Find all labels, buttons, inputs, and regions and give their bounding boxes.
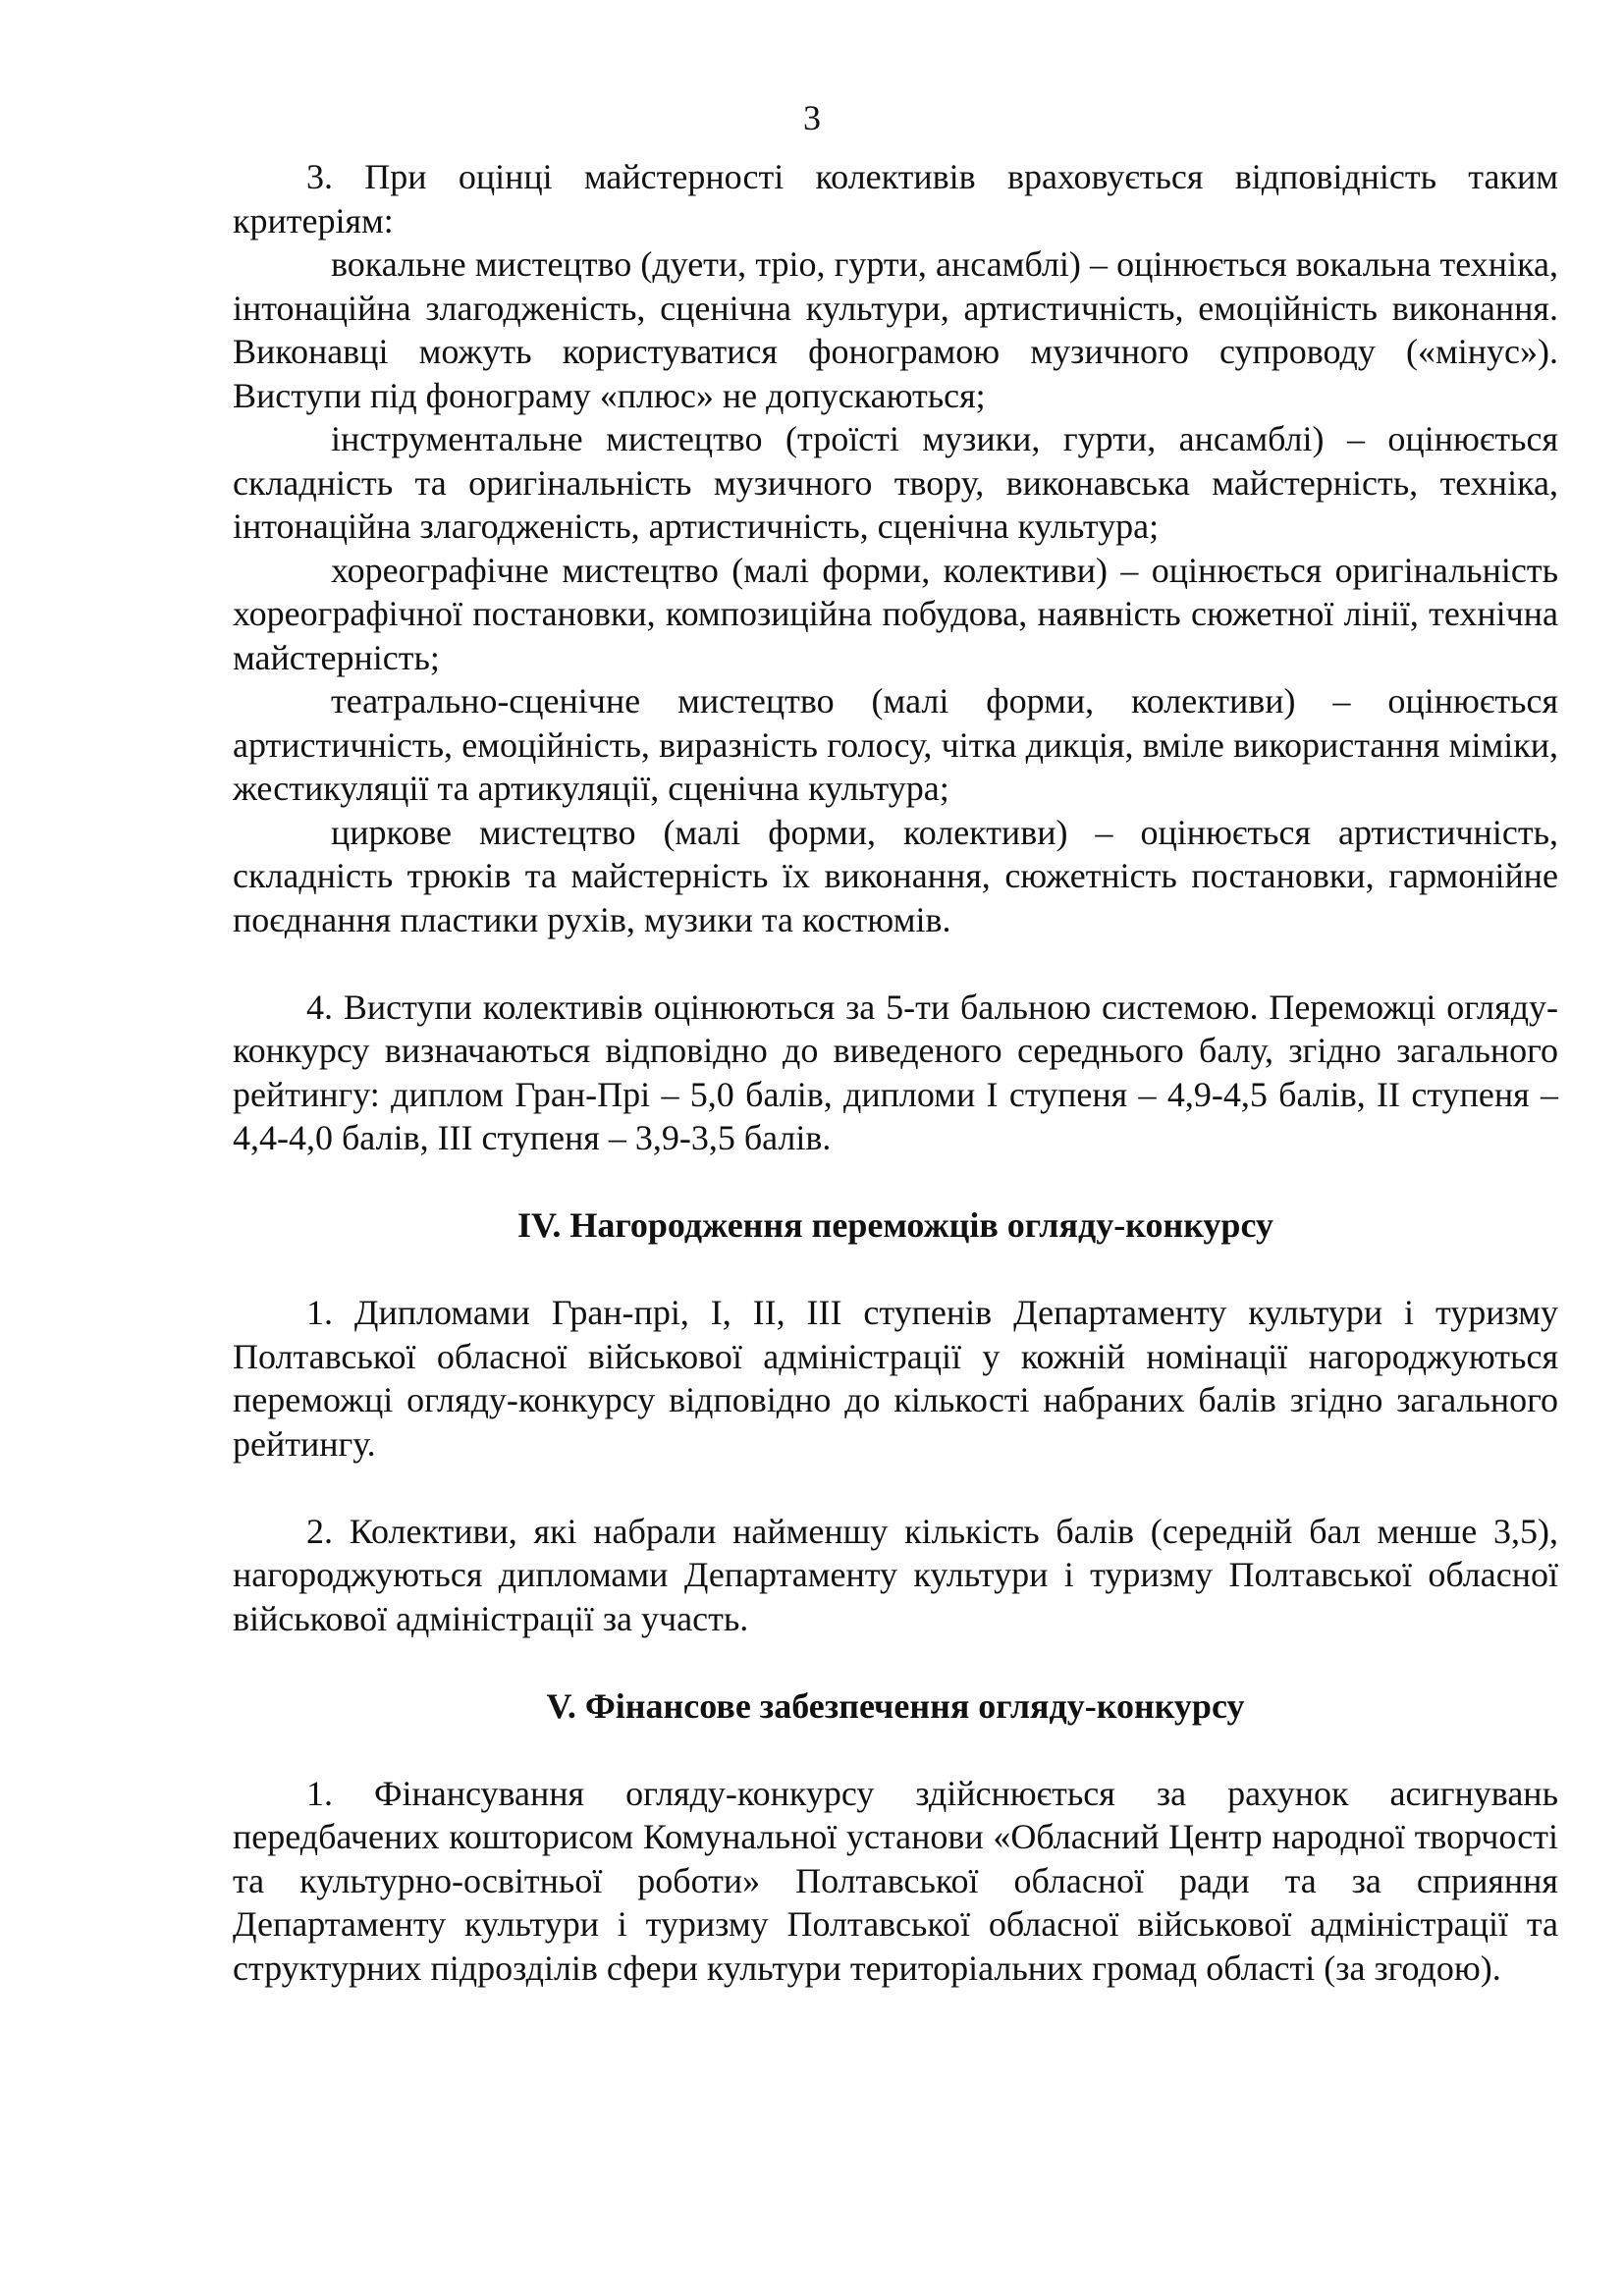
spacer [233,1466,1558,1510]
criterion-circus: циркове мистецтво (малі форми, колективи) – оцінюється артистичність, складність трюків та майстерність їх виконання, сюжетність постановки, гармонійне поєднання пластики рухів, музики та костюмів. [233,812,1558,939]
document-body [233,155,1558,1990]
criterion-theatre: театрально-сценічне мистецтво (малі форми, колективи) – оцінюється артистичність, емоційність, виразність голосу, чітка дикція, вміле використання міміки, жестикуляції та артикуляції, сценічна культура; [233,681,1558,808]
criterion-instrumental: інструментальне мистецтво (троїсті музики, гурти, ансамблі) – оцінюється складність та оригінальність музичного твору, виконавська майстерність, техніка, інтонаційна злагодженість, артистичність, сценічна культура; [233,419,1558,546]
spacer [233,1160,1558,1204]
spacer [233,1728,1558,1772]
paragraph-scoring-system: 4. Виступи колективів оцінюються за 5-ти бальною системою. Переможці огляду-конкурсу визначаються відповідно до виведеного середнього балу, згідно загального рейтингу: диплом Гран-Прі – 5,0 балів, дипломи І ступеня – 4,9-4,5 балів, ІІ ступеня – 4,4-4,0 балів, ІІІ ступеня – 3,9-3,5 балів. [233,987,1558,1157]
section-heading-financing: V. Фінансове забезпечення огляду-конкурсу [546,1685,1245,1726]
section-heading-awards: IV. Нагородження переможців огляду-конкурсу [517,1205,1273,1245]
criterion-vocal: вокальне мистецтво (дуети, тріо, гурти, ансамблі) – оцінюється вокальна техніка, інтонаційна злагодженість, сценічна культури, артистичність, емоційність виконання. Виконавці можуть користуватися фонограмою музичного супроводу («мінус»). Виступи під фонограму «плюс» не допускаються; [233,244,1558,415]
paragraph-financing: 1. Фінансування огляду-конкурсу здійснюється за рахунок асигнувань передбачених кошторисом Комунальної установи «Обласний Центр народної творчості та культурно-освітньої роботи» Полтавської обласної ради та за сприяння Департаменту культури і туризму Полтавської обласної військової адміністрації та структурних підрозділів сфери культури територіальних громад області (за згодою). [233,1773,1558,1988]
paragraph-participation-diplomas: 2. Колективи, які набрали найменшу кількість балів (середній бал менше 3,5), нагороджуються дипломами Департаменту культури і туризму Полтавської обласної військової адміністрації за участь. [233,1511,1558,1638]
spacer [233,941,1558,986]
spacer [233,1640,1558,1684]
spacer [233,1248,1558,1292]
page-number: 3 [803,98,821,137]
paragraph-assessment-criteria: 3. При оцінці майстерності колективів враховується відповідність таким критеріям: [233,157,1558,240]
paragraph-award-diplomas: 1. Дипломами Гран-прі, І, ІІ, ІІІ ступенів Департаменту культури і туризму Полтавської обласної військової адміністрації у кожній номінації нагороджуються переможці огляду-конкурсу відповідно до кількості набраних балів згідно загального рейтингу. [233,1293,1558,1464]
criterion-choreography: хореографічне мистецтво (малі форми, колективи) – оцінюється оригінальність хореографічної постановки, композиційна побудова, наявність сюжетної лінії, технічна майстерність; [233,550,1558,677]
